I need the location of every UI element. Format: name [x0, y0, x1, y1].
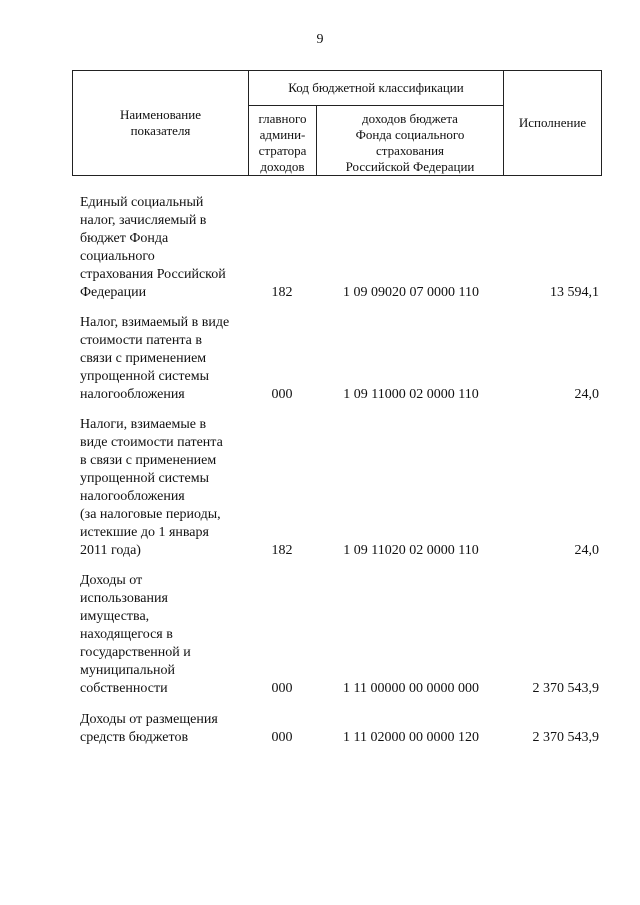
row-budget-code: 1 09 11020 02 0000 110 [343, 543, 479, 558]
row-amount: 24,0 [574, 387, 599, 402]
row-name: Налог, взимаемый в виде стоимости патента в связи с применением упрощенной системы налогообложения [80, 315, 230, 402]
row-admin-code: 182 [271, 285, 293, 300]
table-row [0, 416, 640, 560]
row-admin-code: 182 [271, 543, 293, 558]
header-code-group-label: Код бюджетной классификации [288, 80, 464, 95]
table-header [72, 70, 602, 176]
header-income-label: доходов бюджета Фонда социального страхования Российской Федерации [345, 110, 475, 174]
row-amount: 2 370 543,9 [532, 681, 599, 696]
row-budget-code: 1 09 11000 02 0000 110 [343, 387, 479, 402]
row-amount: 2 370 543,9 [532, 730, 599, 745]
header-execution-label: Исполнение [518, 115, 587, 130]
table-row [0, 194, 640, 302]
header-income [316, 106, 503, 175]
row-amount: 24,0 [574, 543, 599, 558]
row-admin-code: 000 [271, 387, 293, 402]
header-code-group [248, 71, 503, 106]
table-row [0, 572, 640, 698]
row-name: Доходы от размещения средств бюджетов [80, 712, 218, 745]
header-admin [248, 106, 316, 175]
row-name: Единый социальный налог, зачисляемый в бюджет Фонда социального страхования Российской Федерации [80, 195, 226, 300]
row-budget-code: 1 09 09020 07 0000 110 [343, 285, 479, 300]
row-name: Налоги, взимаемые в виде стоимости патента в связи с применением упрощенной системы налогообложения (за налоговые периоды, истекшие до 1 января 2011 года) [80, 417, 223, 558]
header-admin-label: главного админи- стратора доходов [258, 110, 307, 174]
row-amount: 13 594,1 [550, 285, 599, 300]
row-budget-code: 1 11 00000 00 0000 000 [343, 681, 479, 696]
row-name: Доходы от использования имущества, находящегося в государственной и муниципальной собственности [80, 573, 191, 696]
row-admin-code: 000 [271, 730, 293, 745]
header-name [73, 71, 248, 175]
page-number: 9 [316, 32, 324, 47]
header-name-label: Наименование показателя [120, 107, 201, 138]
table-row [0, 314, 640, 404]
table-row [0, 711, 640, 747]
row-budget-code: 1 11 02000 00 0000 120 [343, 730, 479, 745]
row-admin-code: 000 [271, 681, 293, 696]
header-execution [503, 71, 601, 175]
